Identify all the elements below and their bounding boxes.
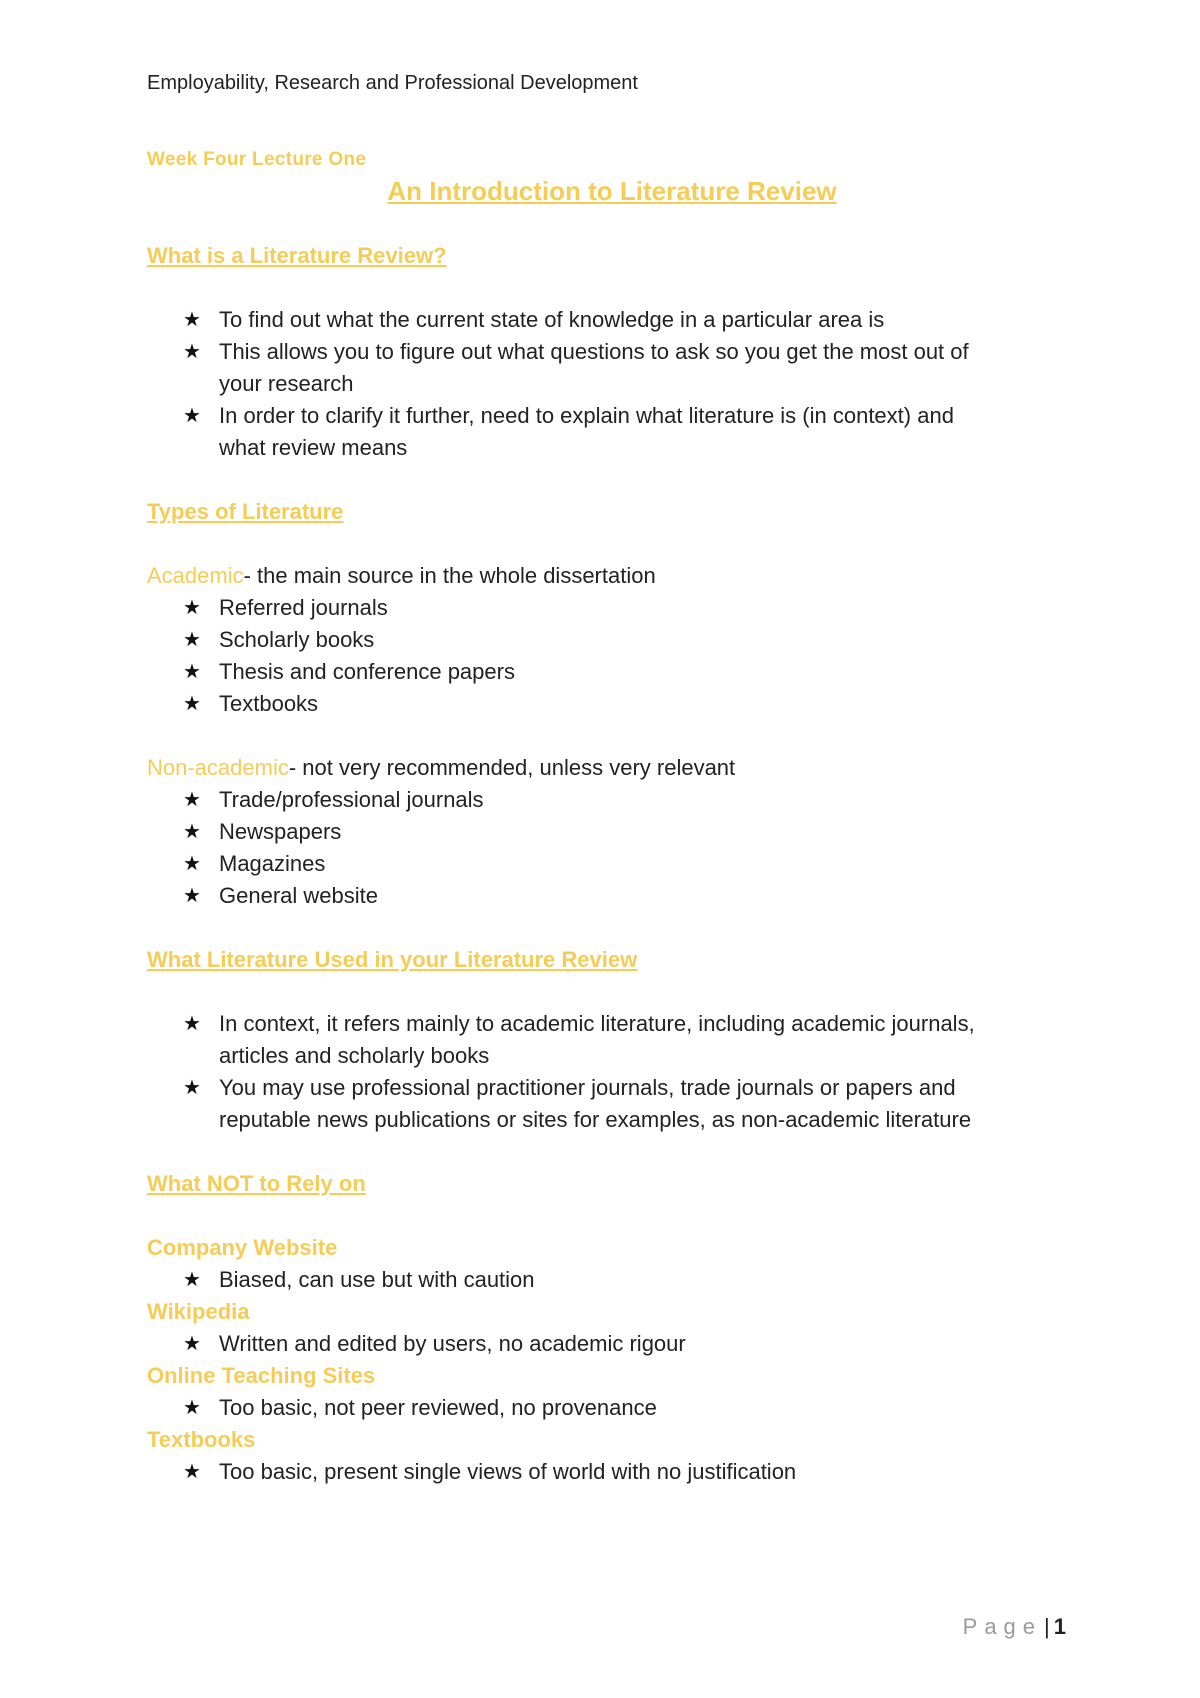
page-footer [963, 1614, 1066, 1640]
star-bullet-icon: ★ [183, 1269, 201, 1291]
nonacademic-intro: Non-academic- not very recommended, unless very relevant [147, 755, 736, 780]
used-list [147, 1008, 1077, 1136]
page-header: Employability, Research and Professional Development [147, 72, 638, 94]
star-bullet-icon: ★ [183, 1077, 201, 1099]
document-body [147, 148, 1077, 1488]
star-bullet-icon: ★ [183, 629, 201, 651]
subheading-textbooks: Textbooks [147, 1427, 256, 1452]
wikipedia-list [147, 1328, 1077, 1360]
nonacademic-list [147, 784, 1077, 912]
section-heading-not-rely: What NOT to Rely on [147, 1171, 366, 1196]
document-title: An Introduction to Literature Review [387, 176, 837, 206]
list-item: ★ General website [147, 880, 1077, 912]
list-item: ★ Too basic, not peer reviewed, no provenance [147, 1392, 1077, 1424]
subheading-wikipedia: Wikipedia [147, 1299, 250, 1324]
list-item-continuation: your research [219, 371, 354, 396]
star-bullet-icon: ★ [183, 1461, 201, 1483]
list-item: ★ Written and edited by users, no academic rigour [147, 1328, 1077, 1360]
section-heading-what-is: What is a Literature Review? [147, 243, 447, 268]
star-bullet-icon: ★ [183, 661, 201, 683]
star-bullet-icon: ★ [183, 853, 201, 875]
list-item: ★ Trade/professional journals [147, 784, 1077, 816]
page-label: Page [962, 1614, 1043, 1639]
star-bullet-icon: ★ [183, 1013, 201, 1035]
footer-separator: | [1044, 1614, 1050, 1639]
list-item: ★ In order to clarify it further, need to explain what literature is (in context) and [147, 400, 1077, 432]
list-item: ★ Textbooks [147, 688, 1077, 720]
list-item: ★ This allows you to figure out what questions to ask so you get the most out of [147, 336, 1077, 368]
list-item: ★ Scholarly books [147, 624, 1077, 656]
list-item-continuation: what review means [219, 435, 408, 460]
page-number: 1 [1053, 1614, 1066, 1639]
section-heading-used: What Literature Used in your Literature Review [147, 947, 638, 972]
list-item: ★ Biased, can use but with caution [147, 1264, 1077, 1296]
star-bullet-icon: ★ [183, 309, 201, 331]
star-bullet-icon: ★ [183, 885, 201, 907]
nonacademic-label: Non-academic [147, 755, 289, 780]
list-item: ★ Newspapers [147, 816, 1077, 848]
textbooks-list [147, 1456, 1077, 1488]
list-item: ★ Thesis and conference papers [147, 656, 1077, 688]
list-item: ★ To find out what the current state of knowledge in a particular area is [147, 304, 1077, 336]
company-website-list [147, 1264, 1077, 1296]
online-teaching-list [147, 1392, 1077, 1424]
subheading-online-teaching-sites: Online Teaching Sites [147, 1363, 376, 1388]
section-heading-types: Types of Literature [147, 499, 344, 524]
list-item-continuation: reputable news publications or sites for examples, as non-academic literature [219, 1107, 972, 1132]
star-bullet-icon: ★ [183, 341, 201, 363]
academic-label: Academic [147, 563, 244, 588]
what-is-list [147, 304, 1077, 464]
star-bullet-icon: ★ [183, 693, 201, 715]
star-bullet-icon: ★ [183, 1397, 201, 1419]
subheading-company-website: Company Website [147, 1235, 338, 1260]
star-bullet-icon: ★ [183, 597, 201, 619]
academic-intro: Academic- the main source in the whole dissertation [147, 563, 656, 588]
star-bullet-icon: ★ [183, 1333, 201, 1355]
list-item: ★ Too basic, present single views of world with no justification [147, 1456, 1077, 1488]
list-item: ★ In context, it refers mainly to academic literature, including academic journals, [147, 1008, 1077, 1040]
star-bullet-icon: ★ [183, 821, 201, 843]
academic-list [147, 592, 1077, 720]
list-item: ★ You may use professional practitioner journals, trade journals or papers and [147, 1072, 1077, 1104]
lecture-label: Week Four Lecture One [147, 149, 367, 170]
list-item-continuation: articles and scholarly books [219, 1043, 490, 1068]
list-item: ★ Magazines [147, 848, 1077, 880]
star-bullet-icon: ★ [183, 789, 201, 811]
list-item: ★ Referred journals [147, 592, 1077, 624]
star-bullet-icon: ★ [183, 405, 201, 427]
